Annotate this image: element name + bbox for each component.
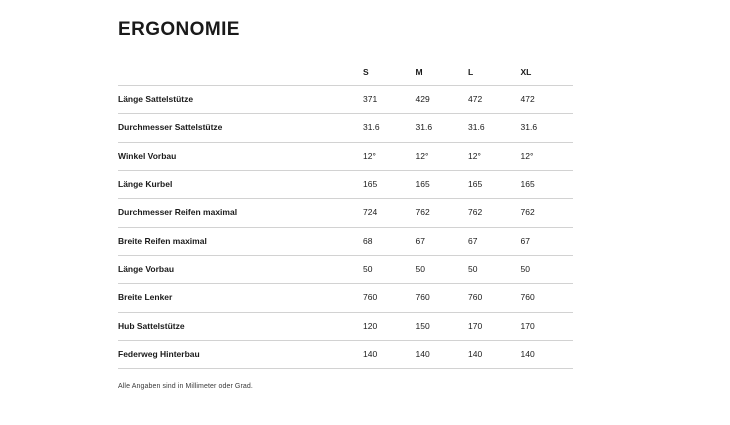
row-label: Länge Sattelstütze bbox=[118, 85, 363, 113]
cell-s: 31.6 bbox=[363, 114, 416, 142]
column-header-l: L bbox=[468, 67, 521, 86]
ergonomics-spec-table bbox=[118, 67, 573, 369]
cell-l: 50 bbox=[468, 255, 521, 283]
cell-s: 120 bbox=[363, 312, 416, 340]
row-label: Hub Sattelstütze bbox=[118, 312, 363, 340]
cell-s: 165 bbox=[363, 170, 416, 198]
table-row bbox=[118, 284, 573, 312]
row-label: Durchmesser Sattelstütze bbox=[118, 114, 363, 142]
cell-xl: 31.6 bbox=[521, 114, 574, 142]
column-header-m: M bbox=[416, 67, 469, 86]
row-label: Länge Kurbel bbox=[118, 170, 363, 198]
column-header-label bbox=[118, 67, 363, 86]
table-row bbox=[118, 227, 573, 255]
cell-l: 762 bbox=[468, 199, 521, 227]
row-label: Breite Lenker bbox=[118, 284, 363, 312]
cell-xl: 472 bbox=[521, 85, 574, 113]
table-row bbox=[118, 114, 573, 142]
cell-l: 472 bbox=[468, 85, 521, 113]
table-header bbox=[118, 67, 573, 86]
content-area bbox=[118, 20, 588, 390]
cell-l: 140 bbox=[468, 340, 521, 368]
row-label: Breite Reifen maximal bbox=[118, 227, 363, 255]
cell-s: 724 bbox=[363, 199, 416, 227]
cell-xl: 50 bbox=[521, 255, 574, 283]
table-row bbox=[118, 340, 573, 368]
cell-l: 12° bbox=[468, 142, 521, 170]
page-title: ERGONOMIE bbox=[118, 19, 240, 40]
row-label: Federweg Hinterbau bbox=[118, 340, 363, 368]
cell-s: 50 bbox=[363, 255, 416, 283]
cell-s: 760 bbox=[363, 284, 416, 312]
table-row bbox=[118, 312, 573, 340]
cell-l: 760 bbox=[468, 284, 521, 312]
table-row bbox=[118, 255, 573, 283]
row-label: Durchmesser Reifen maximal bbox=[118, 199, 363, 227]
cell-xl: 67 bbox=[521, 227, 574, 255]
cell-m: 50 bbox=[416, 255, 469, 283]
cell-m: 165 bbox=[416, 170, 469, 198]
cell-m: 150 bbox=[416, 312, 469, 340]
cell-s: 140 bbox=[363, 340, 416, 368]
cell-xl: 12° bbox=[521, 142, 574, 170]
cell-m: 140 bbox=[416, 340, 469, 368]
cell-m: 31.6 bbox=[416, 114, 469, 142]
row-label: Winkel Vorbau bbox=[118, 142, 363, 170]
cell-m: 67 bbox=[416, 227, 469, 255]
table-row bbox=[118, 142, 573, 170]
cell-s: 371 bbox=[363, 85, 416, 113]
cell-xl: 760 bbox=[521, 284, 574, 312]
cell-s: 68 bbox=[363, 227, 416, 255]
column-header-xl: XL bbox=[521, 67, 574, 86]
cell-l: 165 bbox=[468, 170, 521, 198]
table-row bbox=[118, 199, 573, 227]
cell-xl: 170 bbox=[521, 312, 574, 340]
table-row bbox=[118, 85, 573, 113]
cell-m: 760 bbox=[416, 284, 469, 312]
cell-m: 12° bbox=[416, 142, 469, 170]
column-header-s: S bbox=[363, 67, 416, 86]
cell-m: 762 bbox=[416, 199, 469, 227]
cell-l: 67 bbox=[468, 227, 521, 255]
cell-s: 12° bbox=[363, 142, 416, 170]
cell-l: 31.6 bbox=[468, 114, 521, 142]
table-row bbox=[118, 170, 573, 198]
cell-xl: 762 bbox=[521, 199, 574, 227]
cell-l: 170 bbox=[468, 312, 521, 340]
row-label: Länge Vorbau bbox=[118, 255, 363, 283]
cell-xl: 140 bbox=[521, 340, 574, 368]
cell-xl: 165 bbox=[521, 170, 574, 198]
table-footnote: Alle Angaben sind in Millimeter oder Grad. bbox=[118, 383, 253, 391]
cell-m: 429 bbox=[416, 85, 469, 113]
table-body bbox=[118, 85, 573, 368]
table-header-row bbox=[118, 67, 573, 86]
